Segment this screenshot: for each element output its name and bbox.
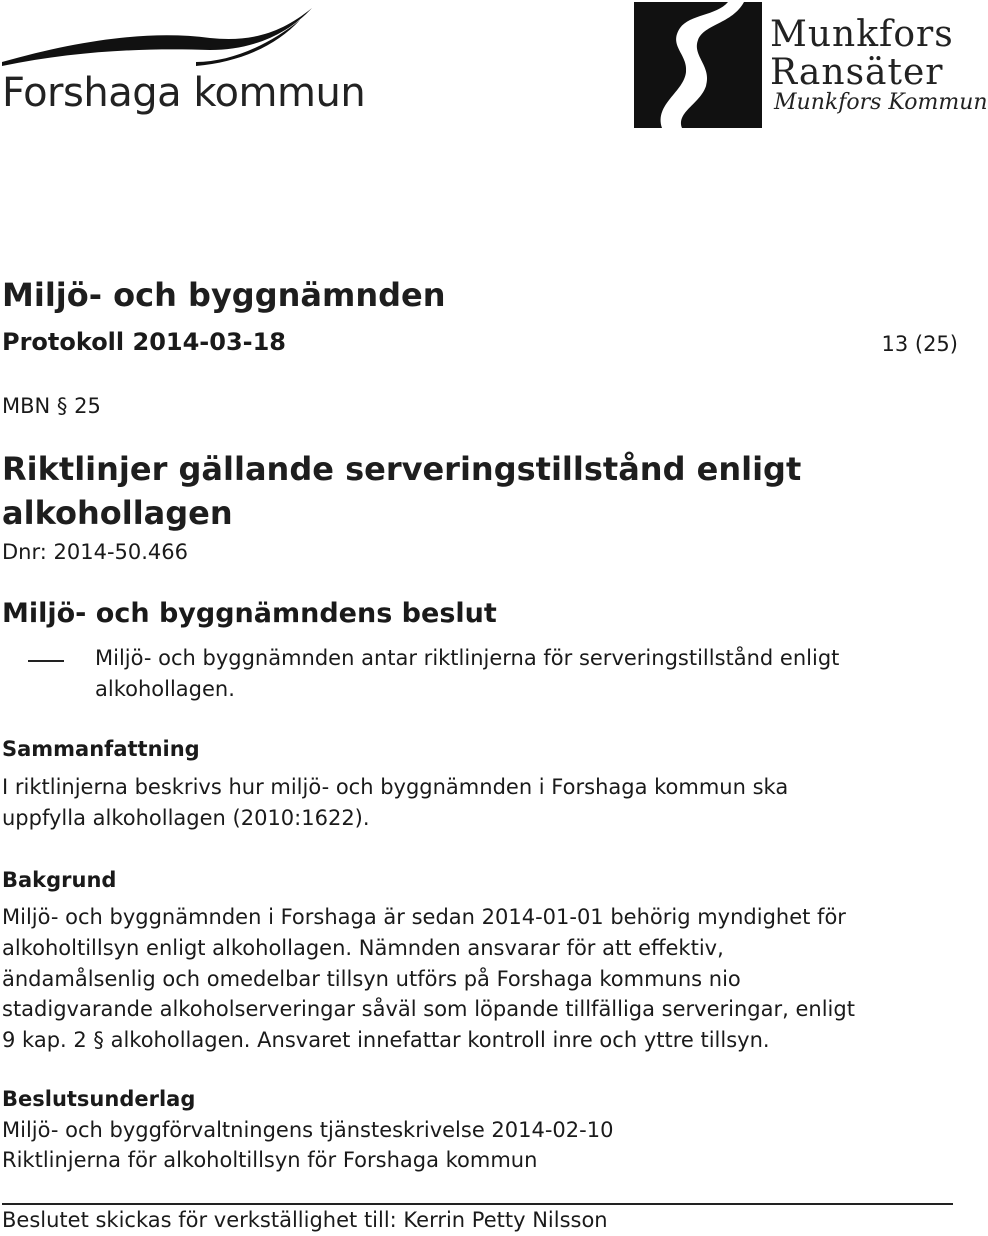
forshaga-logo-text: Forshaga kommun (2, 70, 366, 116)
basis-line: Miljö- och byggförvaltningens tjänsteskrivelse 2014-02-10 (2, 1118, 614, 1142)
decision-bullet-line1: Miljö- och byggnämnden antar riktlinjerna för serveringstillstånd enligt (95, 646, 840, 670)
forshaga-logo (0, 0, 366, 120)
decision-bullet-line2: alkohollagen. (95, 677, 235, 701)
basis-heading: Beslutsunderlag (2, 1087, 196, 1111)
diary-number: Dnr: 2014-50.466 (2, 540, 188, 564)
background-heading: Bakgrund (2, 868, 117, 892)
basis-line: Riktlinjerna för alkoholtillsyn för Forshaga kommun (2, 1148, 538, 1172)
section-title-line2: alkohollagen (2, 494, 233, 532)
summary-line: I riktlinjerna beskrivs hur miljö- och byggnämnden i Forshaga kommun ska (2, 775, 789, 799)
river-emblem-icon (632, 0, 764, 130)
background-line: ändamålsenlig och omedelbar tillsyn utförs på Forshaga kommuns nio (2, 967, 741, 991)
paragraph-reference: MBN § 25 (2, 394, 101, 418)
sent-to-line: Beslutet skickas för verkställighet till: Kerrin Petty Nilsson (2, 1208, 608, 1232)
summary-line: uppfylla alkohollagen (2010:1622). (2, 806, 370, 830)
footer-divider (2, 1203, 953, 1205)
background-line: 9 kap. 2 § alkohollagen. Ansvaret innefattar kontroll inre och yttre tillsyn. (2, 1028, 770, 1052)
background-line: Miljö- och byggnämnden i Forshaga är sedan 2014-01-01 behörig myndighet för (2, 905, 846, 929)
munkfors-logo (632, 0, 988, 130)
summary-heading: Sammanfattning (2, 737, 200, 761)
background-line: stadigvarande alkoholserveringar såväl som löpande tillfälliga serveringar, enligt (2, 997, 855, 1021)
committee-heading: Miljö- och byggnämnden (2, 276, 446, 314)
forshaga-swoosh-icon (0, 0, 340, 80)
section-title-line1: Riktlinjer gällande serveringstillstånd enligt (2, 450, 802, 488)
protocol-date: Protokoll 2014-03-18 (2, 328, 287, 356)
background-line: alkoholtillsyn enligt alkohollagen. Nämnden ansvarar för att effektiv, (2, 936, 724, 960)
munkfors-logo-line3: Munkfors Kommun (774, 90, 988, 115)
decision-heading: Miljö- och byggnämndens beslut (2, 598, 497, 629)
munkfors-logo-line2: Ransäter (770, 52, 944, 93)
page-number: 13 (25) (881, 332, 958, 356)
bullet-dash (28, 660, 64, 662)
munkfors-logo-line1: Munkfors (770, 14, 954, 55)
